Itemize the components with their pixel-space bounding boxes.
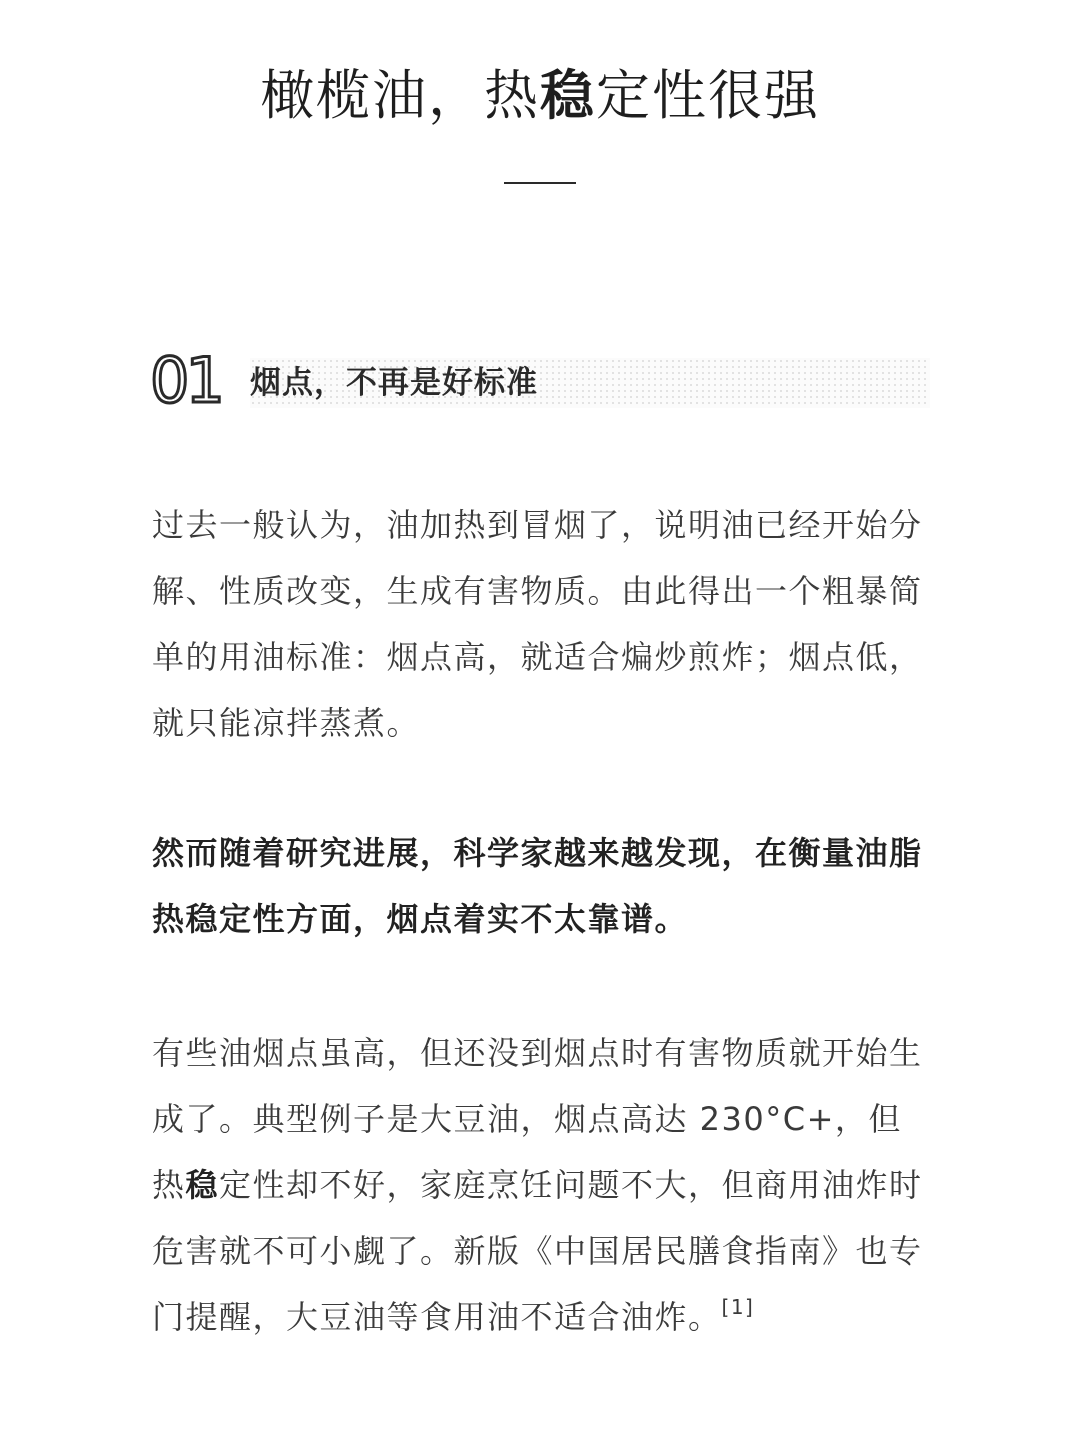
paragraph-3 (152, 1020, 930, 1350)
reference-marker[interactable]: [1] (721, 1295, 755, 1319)
paragraph-3-text-b: 稳 (185, 1166, 220, 1204)
page-title (0, 58, 1080, 134)
section-header (150, 344, 930, 417)
paragraph-1: 过去一般认为，油加热到冒烟了，说明油已经开始分解、性质改变，生成有害物质。由此得出一个粗暴简单的用油标准：烟点高，就适合煸炒煎炸；烟点低，就只能凉拌蒸煮。 (152, 506, 923, 742)
section-number: 01 (150, 344, 221, 417)
title-part-3: 定性很强 (596, 64, 820, 127)
title-divider (504, 182, 576, 184)
paragraph-3-text-a: 有些油烟点虽高，但还没到烟点时有害物质就开始生成了。典型例子是大豆油，烟点高达 230°C+，但热 (152, 1034, 923, 1204)
paragraph-2: 然而随着研究进展，科学家越来越发现，在衡量油脂热稳定性方面，烟点着实不太靠谱。 (152, 834, 923, 938)
title-part-1: 橄榄油，热 (260, 64, 540, 127)
section-heading: 烟点，不再是好标准 (250, 365, 538, 401)
paragraph-3-text-c: 定性却不好，家庭烹饪问题不大，但商用油炸时危害就不可小觑了。新版《中国居民膳食指南》也专门提醒，大豆油等食用油不适合油炸。 (152, 1166, 923, 1336)
title-part-2: 稳 (540, 64, 596, 127)
